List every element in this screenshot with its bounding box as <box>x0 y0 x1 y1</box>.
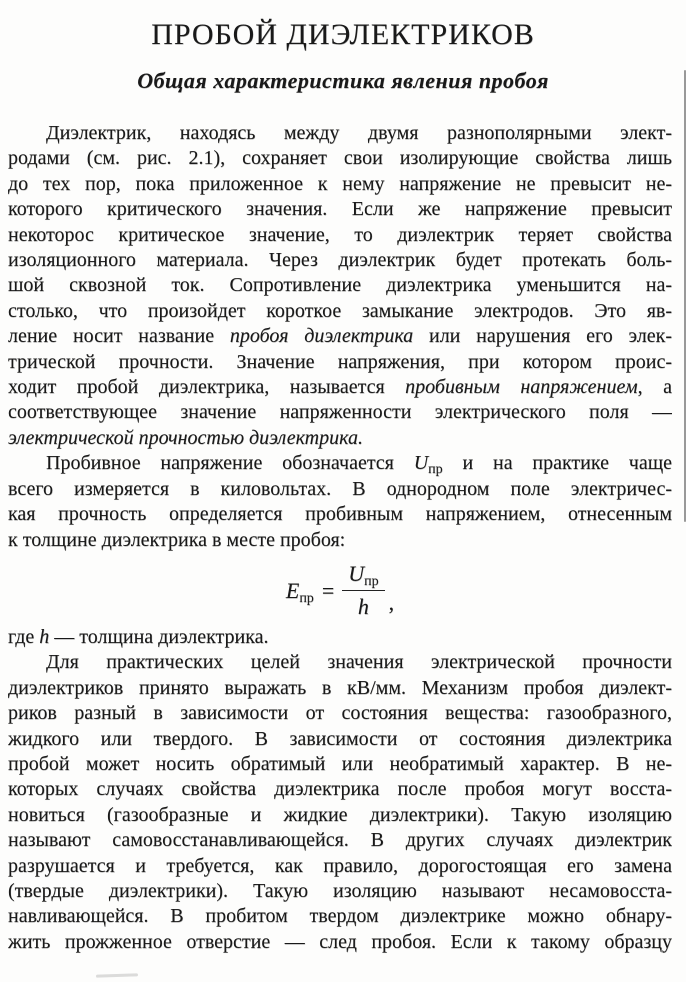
text-run: жидкого или твердого. В зависимости от состояния диэлектрика <box>8 727 672 750</box>
paragraph <box>8 451 672 553</box>
text-line <box>8 172 672 197</box>
text-run: новиться (газообразные и жидкие диэлектрики). Такую изоляцию <box>8 803 672 826</box>
text-run: к толщине диэлектрика в месте пробоя: <box>8 528 346 551</box>
text-run: соответствующее значение напряженности электрического поля — <box>8 401 672 424</box>
text-run: Для практических целей значения электрической прочности <box>46 651 672 674</box>
formula-lhs <box>285 577 314 606</box>
page-title: ПРОБОЙ ДИЭЛЕКТРИКОВ <box>151 18 535 51</box>
subscript: пр <box>364 574 379 590</box>
text-run: ходит пробой диэлектрика, называется <box>8 376 406 399</box>
fraction <box>342 563 384 618</box>
text-run: называют самовосстанавливающейся. В других случаях диэлектрик <box>8 829 672 852</box>
text-line <box>8 803 672 828</box>
text-run: где <box>8 625 40 648</box>
formula-punctuation: , <box>388 589 395 615</box>
text-run: (твердые диэлектрики). Такую изоляцию называют несамовосста- <box>8 879 672 902</box>
text-run: которого критического значения. Если же напряжение превысит <box>8 198 672 221</box>
italic-text-run: h <box>357 594 369 620</box>
fraction-numerator <box>342 563 384 590</box>
text-run: и на практике чаще <box>442 452 672 475</box>
text-line <box>8 502 672 527</box>
text-run: изоляционного материала. Через диэлектрик будет протекать боль- <box>8 249 672 272</box>
text-run: всего измеряется в киловольтах. В однородном поле электричес- <box>8 477 672 500</box>
text-line <box>8 248 672 273</box>
text-run: кая прочность определяется пробивным напряжением, отнесенным <box>8 503 672 526</box>
text-line <box>8 752 672 777</box>
paragraph <box>8 650 672 955</box>
text-line <box>8 701 672 726</box>
paragraph <box>8 625 672 650</box>
text-run: , а <box>637 376 672 399</box>
paragraph <box>8 121 672 451</box>
equals-sign: = <box>321 577 335 603</box>
text-line <box>8 676 672 701</box>
text-line <box>8 273 672 298</box>
text-line <box>8 854 672 879</box>
document-body <box>8 121 672 955</box>
text-run: риков разный в зависимости от состояния вещества: газообразного, <box>8 702 672 725</box>
text-run: жить прожженное отверстие — след пробоя. Если к такому образцу <box>8 930 672 953</box>
text-line <box>8 828 672 853</box>
text-line <box>8 625 672 650</box>
text-line <box>8 350 672 375</box>
text-line <box>8 375 672 400</box>
text-line <box>8 299 672 324</box>
text-line <box>8 400 672 425</box>
text-run: навливающейся. В пробитом твердом диэлектрике можно обнару- <box>8 905 672 928</box>
section-subtitle: Общая характеристика явления пробоя <box>137 68 549 93</box>
italic-text-run: h <box>39 625 50 648</box>
text-run: или нарушения его элек- <box>413 325 672 348</box>
text-line <box>8 879 672 904</box>
text-run: разрушается и требуется, как правило, дорогостоящая его замена <box>8 854 672 877</box>
scan-smudge-artifact <box>96 973 138 977</box>
text-line <box>8 477 672 502</box>
text-line <box>8 777 672 802</box>
text-run: до тех пор, пока приложенное к нему напряжение не превысит не- <box>8 172 672 195</box>
subscript: пр <box>428 462 443 477</box>
text-line <box>8 426 672 451</box>
text-line <box>8 451 672 476</box>
fraction-denominator <box>342 590 384 618</box>
text-line <box>8 223 672 248</box>
text-run: пробой может носить обратимый или необратимый характер. В не- <box>8 752 672 775</box>
breakdown-strength-formula <box>8 562 672 620</box>
text-run: трической прочности. Значение напряжения, при котором проис- <box>8 350 672 373</box>
text-line <box>8 324 672 349</box>
subscript: пр <box>299 590 314 606</box>
text-run: Пробивное напряжение обозначается <box>46 452 414 475</box>
text-run: — толщина диэлектрика. <box>49 625 269 648</box>
italic-text-run: пробоя диэлектрика <box>229 325 414 348</box>
text-run: которых случаях свойства диэлектрика после пробоя могут восста- <box>8 778 672 801</box>
italic-text-run: пробивным напряжением <box>405 376 638 399</box>
text-run: Диэлектрик, находясь между двумя разнополярными элект- <box>46 122 672 144</box>
italic-text-run: $E_{пр}$ <box>285 577 314 606</box>
text-line <box>8 528 672 553</box>
italic-text-run: $U_{пр}$ <box>413 452 443 477</box>
text-run: диэлектриков принято выражать в кВ/мм. Механизм пробоя диэлект- <box>8 676 672 699</box>
text-run: ление носит название <box>8 325 230 348</box>
text-line <box>8 904 672 929</box>
text-line <box>8 930 672 955</box>
text-run: родами (см. рис. 2.1), сохраняет свои изолирующие свойства лишь <box>8 147 672 170</box>
text-line <box>8 121 672 146</box>
italic-text-run: $U_{пр}$ <box>348 561 379 590</box>
text-run: столько, что произойдет короткое замыкание электродов. Это яв- <box>8 299 672 322</box>
text-line <box>8 727 672 752</box>
text-run: шой сквозной ток. Сопротивление диэлектрика уменьшится на- <box>8 274 672 297</box>
italic-text-run: электрической прочностью диэлектрика. <box>8 426 363 449</box>
text-run: некоторос критическое значение, то диэлектрик теряет свойства <box>8 223 672 246</box>
text-line <box>8 197 672 222</box>
text-line <box>8 146 672 171</box>
text-line <box>8 650 672 675</box>
